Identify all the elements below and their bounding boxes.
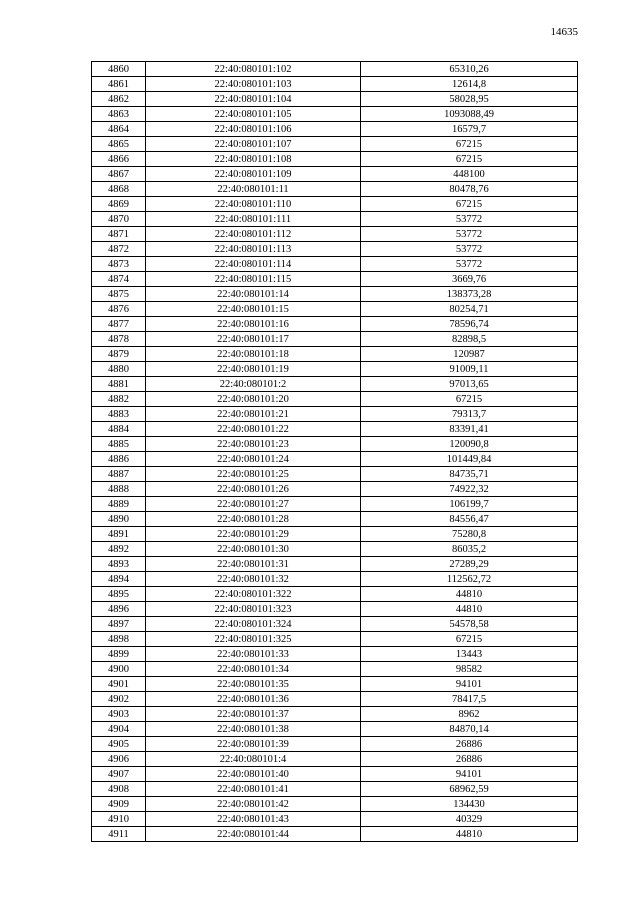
table-row bbox=[92, 617, 578, 632]
table-row bbox=[92, 257, 578, 272]
cadastral-number-cell: 22:40:080101:105 bbox=[146, 107, 361, 122]
table-row bbox=[92, 212, 578, 227]
cadastral-number-cell: 22:40:080101:31 bbox=[146, 557, 361, 572]
value-cell: 44810 bbox=[361, 602, 578, 617]
table-row bbox=[92, 62, 578, 77]
table-row bbox=[92, 407, 578, 422]
row-number-cell: 4894 bbox=[92, 572, 146, 587]
table-row bbox=[92, 632, 578, 647]
row-number-cell: 4909 bbox=[92, 797, 146, 812]
table-row bbox=[92, 287, 578, 302]
value-cell: 94101 bbox=[361, 677, 578, 692]
table-row bbox=[92, 512, 578, 527]
cadastral-number-cell: 22:40:080101:37 bbox=[146, 707, 361, 722]
row-number-cell: 4887 bbox=[92, 467, 146, 482]
cadastral-number-cell: 22:40:080101:43 bbox=[146, 812, 361, 827]
cadastral-number-cell: 22:40:080101:103 bbox=[146, 77, 361, 92]
row-number-cell: 4893 bbox=[92, 557, 146, 572]
data-table bbox=[91, 61, 578, 842]
cadastral-number-cell: 22:40:080101:109 bbox=[146, 167, 361, 182]
table-row bbox=[92, 587, 578, 602]
value-cell: 112562,72 bbox=[361, 572, 578, 587]
row-number-cell: 4905 bbox=[92, 737, 146, 752]
row-number-cell: 4880 bbox=[92, 362, 146, 377]
table-row bbox=[92, 392, 578, 407]
row-number-cell: 4876 bbox=[92, 302, 146, 317]
cadastral-number-cell: 22:40:080101:30 bbox=[146, 542, 361, 557]
value-cell: 91009,11 bbox=[361, 362, 578, 377]
row-number-cell: 4872 bbox=[92, 242, 146, 257]
row-number-cell: 4870 bbox=[92, 212, 146, 227]
table-row bbox=[92, 812, 578, 827]
row-number-cell: 4884 bbox=[92, 422, 146, 437]
value-cell: 120090,8 bbox=[361, 437, 578, 452]
table-row bbox=[92, 497, 578, 512]
table-row bbox=[92, 557, 578, 572]
value-cell: 40329 bbox=[361, 812, 578, 827]
row-number-cell: 4867 bbox=[92, 167, 146, 182]
table-row bbox=[92, 797, 578, 812]
row-number-cell: 4871 bbox=[92, 227, 146, 242]
cadastral-number-cell: 22:40:080101:104 bbox=[146, 92, 361, 107]
value-cell: 74922,32 bbox=[361, 482, 578, 497]
value-cell: 83391,41 bbox=[361, 422, 578, 437]
cadastral-number-cell: 22:40:080101:323 bbox=[146, 602, 361, 617]
table-row bbox=[92, 197, 578, 212]
value-cell: 101449,84 bbox=[361, 452, 578, 467]
table-row bbox=[92, 137, 578, 152]
row-number-cell: 4906 bbox=[92, 752, 146, 767]
value-cell: 80254,71 bbox=[361, 302, 578, 317]
cadastral-number-cell: 22:40:080101:29 bbox=[146, 527, 361, 542]
table-row bbox=[92, 317, 578, 332]
value-cell: 67215 bbox=[361, 137, 578, 152]
row-number-cell: 4873 bbox=[92, 257, 146, 272]
value-cell: 67215 bbox=[361, 197, 578, 212]
cadastral-number-cell: 22:40:080101:28 bbox=[146, 512, 361, 527]
cadastral-number-cell: 22:40:080101:108 bbox=[146, 152, 361, 167]
cadastral-number-cell: 22:40:080101:24 bbox=[146, 452, 361, 467]
table-row bbox=[92, 602, 578, 617]
table-row bbox=[92, 677, 578, 692]
row-number-cell: 4864 bbox=[92, 122, 146, 137]
row-number-cell: 4861 bbox=[92, 77, 146, 92]
row-number-cell: 4879 bbox=[92, 347, 146, 362]
row-number-cell: 4875 bbox=[92, 287, 146, 302]
table-row bbox=[92, 437, 578, 452]
value-cell: 58028,95 bbox=[361, 92, 578, 107]
page-number: 14635 bbox=[550, 26, 578, 38]
table-row bbox=[92, 782, 578, 797]
value-cell: 75280,8 bbox=[361, 527, 578, 542]
cadastral-number-cell: 22:40:080101:18 bbox=[146, 347, 361, 362]
row-number-cell: 4911 bbox=[92, 827, 146, 842]
cadastral-number-cell: 22:40:080101:23 bbox=[146, 437, 361, 452]
cadastral-number-cell: 22:40:080101:14 bbox=[146, 287, 361, 302]
value-cell: 67215 bbox=[361, 392, 578, 407]
row-number-cell: 4898 bbox=[92, 632, 146, 647]
value-cell: 138373,28 bbox=[361, 287, 578, 302]
row-number-cell: 4904 bbox=[92, 722, 146, 737]
row-number-cell: 4897 bbox=[92, 617, 146, 632]
table-row bbox=[92, 272, 578, 287]
table-row bbox=[92, 482, 578, 497]
table-row bbox=[92, 77, 578, 92]
table-row bbox=[92, 302, 578, 317]
row-number-cell: 4874 bbox=[92, 272, 146, 287]
value-cell: 53772 bbox=[361, 242, 578, 257]
cadastral-number-cell: 22:40:080101:38 bbox=[146, 722, 361, 737]
value-cell: 16579,7 bbox=[361, 122, 578, 137]
value-cell: 448100 bbox=[361, 167, 578, 182]
value-cell: 98582 bbox=[361, 662, 578, 677]
table-row bbox=[92, 227, 578, 242]
cadastral-number-cell: 22:40:080101:25 bbox=[146, 467, 361, 482]
value-cell: 44810 bbox=[361, 827, 578, 842]
row-number-cell: 4908 bbox=[92, 782, 146, 797]
row-number-cell: 4862 bbox=[92, 92, 146, 107]
value-cell: 26886 bbox=[361, 737, 578, 752]
cadastral-number-cell: 22:40:080101:113 bbox=[146, 242, 361, 257]
cadastral-number-cell: 22:40:080101:21 bbox=[146, 407, 361, 422]
cadastral-number-cell: 22:40:080101:2 bbox=[146, 377, 361, 392]
row-number-cell: 4903 bbox=[92, 707, 146, 722]
table-row bbox=[92, 467, 578, 482]
cadastral-number-cell: 22:40:080101:107 bbox=[146, 137, 361, 152]
cadastral-number-cell: 22:40:080101:4 bbox=[146, 752, 361, 767]
cadastral-number-cell: 22:40:080101:102 bbox=[146, 62, 361, 77]
value-cell: 78417,5 bbox=[361, 692, 578, 707]
cadastral-number-cell: 22:40:080101:33 bbox=[146, 647, 361, 662]
value-cell: 67215 bbox=[361, 152, 578, 167]
cadastral-number-cell: 22:40:080101:15 bbox=[146, 302, 361, 317]
row-number-cell: 4869 bbox=[92, 197, 146, 212]
cadastral-number-cell: 22:40:080101:26 bbox=[146, 482, 361, 497]
table-row bbox=[92, 737, 578, 752]
value-cell: 78596,74 bbox=[361, 317, 578, 332]
table-row bbox=[92, 122, 578, 137]
table-row bbox=[92, 527, 578, 542]
cadastral-number-cell: 22:40:080101:110 bbox=[146, 197, 361, 212]
table-row bbox=[92, 722, 578, 737]
cadastral-number-cell: 22:40:080101:111 bbox=[146, 212, 361, 227]
row-number-cell: 4866 bbox=[92, 152, 146, 167]
value-cell: 106199,7 bbox=[361, 497, 578, 512]
value-cell: 27289,29 bbox=[361, 557, 578, 572]
table-row bbox=[92, 647, 578, 662]
value-cell: 84735,71 bbox=[361, 467, 578, 482]
table-row bbox=[92, 167, 578, 182]
table-row bbox=[92, 182, 578, 197]
value-cell: 44810 bbox=[361, 587, 578, 602]
value-cell: 97013,65 bbox=[361, 377, 578, 392]
table-row bbox=[92, 107, 578, 122]
cadastral-number-cell: 22:40:080101:35 bbox=[146, 677, 361, 692]
cadastral-number-cell: 22:40:080101:36 bbox=[146, 692, 361, 707]
value-cell: 80478,76 bbox=[361, 182, 578, 197]
value-cell: 53772 bbox=[361, 227, 578, 242]
row-number-cell: 4881 bbox=[92, 377, 146, 392]
value-cell: 65310,26 bbox=[361, 62, 578, 77]
cadastral-number-cell: 22:40:080101:115 bbox=[146, 272, 361, 287]
row-number-cell: 4865 bbox=[92, 137, 146, 152]
table-row bbox=[92, 377, 578, 392]
cadastral-number-cell: 22:40:080101:17 bbox=[146, 332, 361, 347]
table-row bbox=[92, 242, 578, 257]
value-cell: 53772 bbox=[361, 212, 578, 227]
table-row bbox=[92, 452, 578, 467]
row-number-cell: 4888 bbox=[92, 482, 146, 497]
value-cell: 12614,8 bbox=[361, 77, 578, 92]
value-cell: 94101 bbox=[361, 767, 578, 782]
row-number-cell: 4883 bbox=[92, 407, 146, 422]
value-cell: 54578,58 bbox=[361, 617, 578, 632]
value-cell: 26886 bbox=[361, 752, 578, 767]
row-number-cell: 4901 bbox=[92, 677, 146, 692]
row-number-cell: 4899 bbox=[92, 647, 146, 662]
table-row bbox=[92, 332, 578, 347]
row-number-cell: 4895 bbox=[92, 587, 146, 602]
table-row bbox=[92, 542, 578, 557]
table-row bbox=[92, 707, 578, 722]
cadastral-number-cell: 22:40:080101:22 bbox=[146, 422, 361, 437]
cadastral-number-cell: 22:40:080101:42 bbox=[146, 797, 361, 812]
value-cell: 13443 bbox=[361, 647, 578, 662]
row-number-cell: 4910 bbox=[92, 812, 146, 827]
cadastral-number-cell: 22:40:080101:32 bbox=[146, 572, 361, 587]
row-number-cell: 4891 bbox=[92, 527, 146, 542]
value-cell: 82898,5 bbox=[361, 332, 578, 347]
table-row bbox=[92, 152, 578, 167]
value-cell: 134430 bbox=[361, 797, 578, 812]
table-row bbox=[92, 92, 578, 107]
cadastral-number-cell: 22:40:080101:41 bbox=[146, 782, 361, 797]
row-number-cell: 4868 bbox=[92, 182, 146, 197]
cadastral-number-cell: 22:40:080101:11 bbox=[146, 182, 361, 197]
value-cell: 84870,14 bbox=[361, 722, 578, 737]
value-cell: 84556,47 bbox=[361, 512, 578, 527]
value-cell: 1093088,49 bbox=[361, 107, 578, 122]
cadastral-number-cell: 22:40:080101:106 bbox=[146, 122, 361, 137]
table-row bbox=[92, 362, 578, 377]
cadastral-number-cell: 22:40:080101:27 bbox=[146, 497, 361, 512]
table-row bbox=[92, 767, 578, 782]
cadastral-number-cell: 22:40:080101:324 bbox=[146, 617, 361, 632]
cadastral-number-cell: 22:40:080101:44 bbox=[146, 827, 361, 842]
cadastral-number-cell: 22:40:080101:34 bbox=[146, 662, 361, 677]
cadastral-number-cell: 22:40:080101:19 bbox=[146, 362, 361, 377]
row-number-cell: 4863 bbox=[92, 107, 146, 122]
row-number-cell: 4890 bbox=[92, 512, 146, 527]
value-cell: 86035,2 bbox=[361, 542, 578, 557]
row-number-cell: 4877 bbox=[92, 317, 146, 332]
table-row bbox=[92, 752, 578, 767]
row-number-cell: 4889 bbox=[92, 497, 146, 512]
data-table-container bbox=[91, 61, 577, 842]
row-number-cell: 4885 bbox=[92, 437, 146, 452]
row-number-cell: 4886 bbox=[92, 452, 146, 467]
row-number-cell: 4902 bbox=[92, 692, 146, 707]
table-row bbox=[92, 422, 578, 437]
value-cell: 120987 bbox=[361, 347, 578, 362]
cadastral-number-cell: 22:40:080101:20 bbox=[146, 392, 361, 407]
row-number-cell: 4896 bbox=[92, 602, 146, 617]
row-number-cell: 4907 bbox=[92, 767, 146, 782]
value-cell: 79313,7 bbox=[361, 407, 578, 422]
row-number-cell: 4878 bbox=[92, 332, 146, 347]
row-number-cell: 4882 bbox=[92, 392, 146, 407]
value-cell: 68962,59 bbox=[361, 782, 578, 797]
value-cell: 3669,76 bbox=[361, 272, 578, 287]
row-number-cell: 4900 bbox=[92, 662, 146, 677]
cadastral-number-cell: 22:40:080101:40 bbox=[146, 767, 361, 782]
cadastral-number-cell: 22:40:080101:325 bbox=[146, 632, 361, 647]
value-cell: 53772 bbox=[361, 257, 578, 272]
row-number-cell: 4860 bbox=[92, 62, 146, 77]
cadastral-number-cell: 22:40:080101:114 bbox=[146, 257, 361, 272]
row-number-cell: 4892 bbox=[92, 542, 146, 557]
table-row bbox=[92, 692, 578, 707]
value-cell: 67215 bbox=[361, 632, 578, 647]
table-row bbox=[92, 347, 578, 362]
table-row bbox=[92, 827, 578, 842]
table-row bbox=[92, 662, 578, 677]
cadastral-number-cell: 22:40:080101:112 bbox=[146, 227, 361, 242]
cadastral-number-cell: 22:40:080101:39 bbox=[146, 737, 361, 752]
table-row bbox=[92, 572, 578, 587]
cadastral-number-cell: 22:40:080101:322 bbox=[146, 587, 361, 602]
value-cell: 8962 bbox=[361, 707, 578, 722]
table-body bbox=[92, 62, 578, 842]
cadastral-number-cell: 22:40:080101:16 bbox=[146, 317, 361, 332]
